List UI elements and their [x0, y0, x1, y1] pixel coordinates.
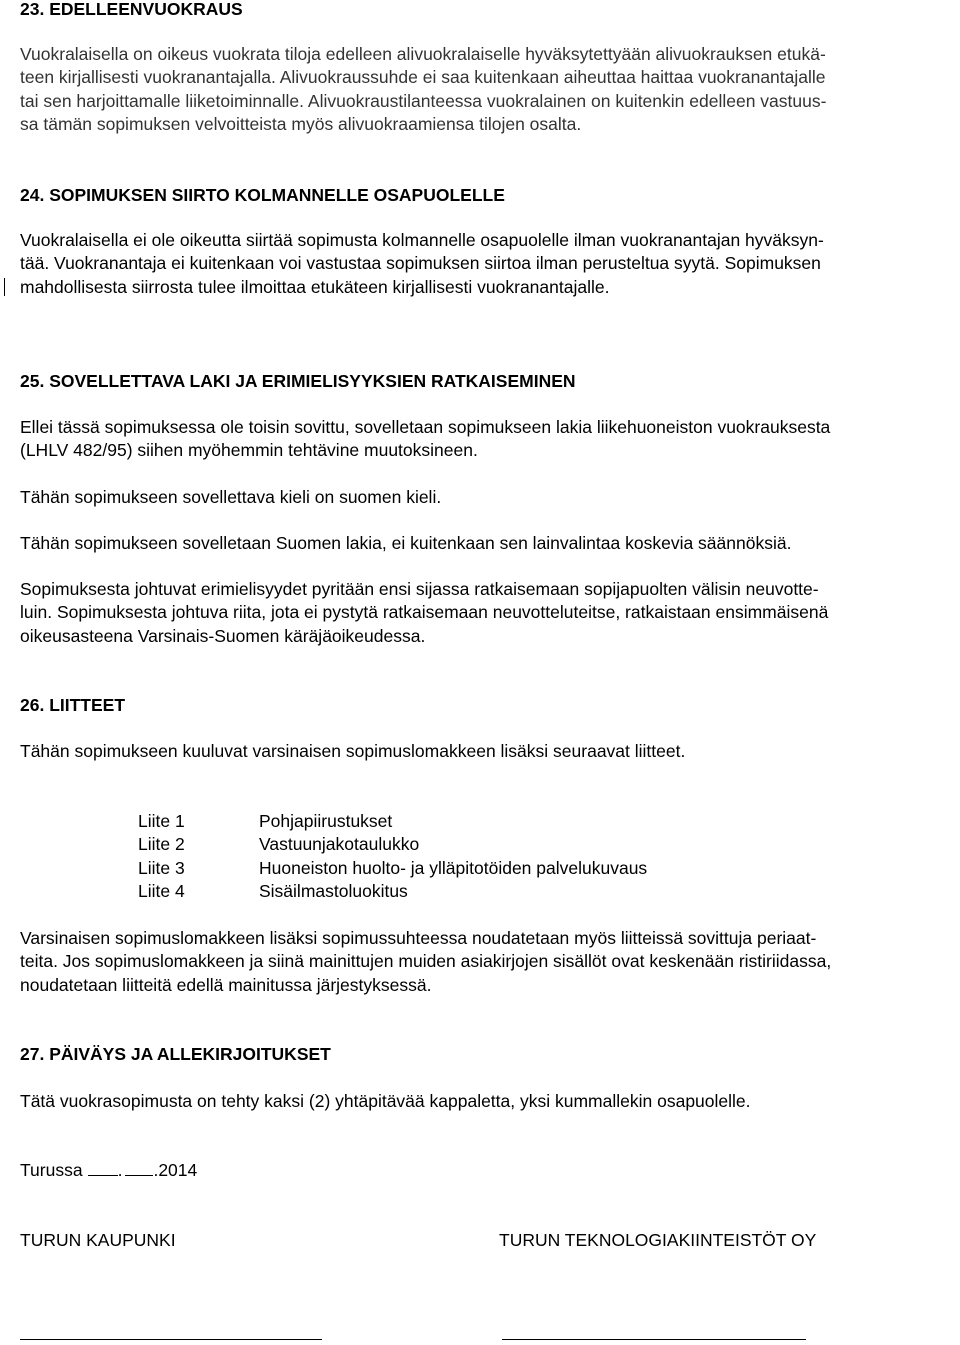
month-blank: [125, 1159, 153, 1176]
attachment-number: Liite 2: [138, 834, 185, 855]
section-25-paragraph-3: Tähän sopimukseen sovelletaan Suomen lakia, ei kuitenkaan sen lainvalintaa koskevia säännöksiä.: [20, 533, 792, 553]
section-23-paragraph: [20, 43, 826, 137]
text-line: Sopimuksesta johtuvat erimielisyydet pyritään ensi sijassa ratkaisemaan sopijapuolten välisin neuvotte-: [20, 579, 819, 599]
text-line: sa tämän sopimuksen velvoitteista myös alivuokraamiensa tilojen osalta.: [20, 114, 582, 135]
attachment-number: Liite 3: [138, 857, 185, 878]
text-line: Vuokralaisella on oikeus vuokrata tiloja edelleen alivuokralaiselle hyväksytettyään alivuokrauksen etukä-: [20, 44, 826, 64]
attachment-number: Liite 4: [138, 881, 185, 902]
text-line: (LHLV 482/95) siihen myöhemmin tehtävine muutoksineen.: [20, 440, 478, 461]
text-line: Vuokralaisella ei ole oikeutta siirtää sopimusta kolmannelle osapuolelle ilman vuokranantajan hyväksyn-: [20, 230, 824, 250]
section-27-text: Tätä vuokrasopimusta on tehty kaksi (2) yhtäpitävää kappaletta, yksi kummallekin osapuolelle.: [20, 1091, 751, 1111]
section-26-intro: Tähän sopimukseen kuuluvat varsinaisen sopimuslomakkeen lisäksi seuraavat liitteet.: [20, 741, 686, 761]
text-line: teen kirjallisesti vuokranantajalla. Alivuokraussuhde ei saa kuitenkaan aiheuttaa haittaa vuokranantajalle: [20, 67, 826, 88]
date-separator: .: [117, 1160, 123, 1180]
attachment-list: [138, 810, 647, 904]
attachment-number: Liite 1: [138, 811, 185, 831]
text-line: mahdollisesta siirrosta tulee ilmoittaa etukäteen kirjallisesti vuokranantajalle.: [20, 276, 610, 297]
attachment-title: Huoneiston huolto- ja ylläpitotöiden palvelukuvaus: [259, 857, 648, 878]
section-24-heading: 24. SOPIMUKSEN SIIRTO KOLMANNELLE OSAPUOLELLE: [20, 185, 505, 205]
section-23-heading: 23. EDELLEENVUOKRAUS: [20, 0, 243, 19]
attachment-row: [138, 833, 647, 856]
attachment-row: [138, 880, 647, 903]
party-right-name: TURUN TEKNOLOGIAKIINTEISTÖT OY: [499, 1230, 817, 1250]
date-year: .2014: [153, 1160, 198, 1180]
signature-line-left: [20, 1339, 322, 1340]
section-26-closing: [20, 927, 831, 997]
attachment-row: [138, 857, 647, 880]
section-26-heading: 26. LIITTEET: [20, 695, 126, 715]
section-25-paragraph-2: Tähän sopimukseen sovellettava kieli on suomen kieli.: [20, 487, 442, 507]
day-blank: [88, 1159, 118, 1176]
section-25-paragraph-4: [20, 578, 828, 648]
attachment-title: Pohjapiirustukset: [259, 811, 393, 831]
signature-line-right: [502, 1339, 806, 1340]
text-line: oikeusasteena Varsinais-Suomen käräjäoikeudessa.: [20, 625, 426, 646]
revision-change-bar: [4, 278, 5, 296]
text-line: luin. Sopimuksesta johtuva riita, jota ei pystytä ratkaisemaan neuvotteluteitse, ratkaistaan ensimmäisenä: [20, 602, 829, 623]
text-line: Varsinaisen sopimuslomakkeen lisäksi sopimussuhteessa noudatetaan myös liitteissä sovittuja periaat-: [20, 928, 817, 948]
attachment-row: [138, 810, 647, 833]
section-25-heading: 25. SOVELLETTAVA LAKI JA ERIMIELISYYKSIEN RATKAISEMINEN: [20, 371, 576, 391]
text-line: teita. Jos sopimuslomakkeen ja siinä mainittujen muiden asiakirjojen sisällöt ovat keskenään ristiriidassa,: [20, 951, 832, 972]
date-line: [20, 1159, 197, 1182]
place-name: Turussa: [20, 1160, 83, 1180]
text-line: tää. Vuokranantaja ei kuitenkaan voi vastustaa sopimuksen siirtoa ilman perusteltua syytä. Sopimuksen: [20, 253, 821, 274]
section-24-paragraph: [20, 229, 824, 299]
text-line: Ellei tässä sopimuksessa ole toisin sovittu, sovelletaan sopimukseen lakia liikehuoneiston vuokrauksesta: [20, 417, 831, 437]
section-27-heading: 27. PÄIVÄYS JA ALLEKIRJOITUKSET: [20, 1044, 331, 1064]
attachment-title: Vastuunjakotaulukko: [259, 834, 420, 855]
text-line: tai sen harjoittamalle liiketoiminnalle. Alivuokraustilanteessa vuokralainen on kuitenkin edelleen vastuus-: [20, 90, 827, 111]
party-left-name: TURUN KAUPUNKI: [20, 1230, 176, 1250]
section-25-paragraph-1: [20, 416, 830, 463]
text-line: noudatetaan liitteitä edellä mainitussa järjestyksessä.: [20, 974, 432, 995]
attachment-title: Sisäilmastoluokitus: [259, 881, 408, 902]
